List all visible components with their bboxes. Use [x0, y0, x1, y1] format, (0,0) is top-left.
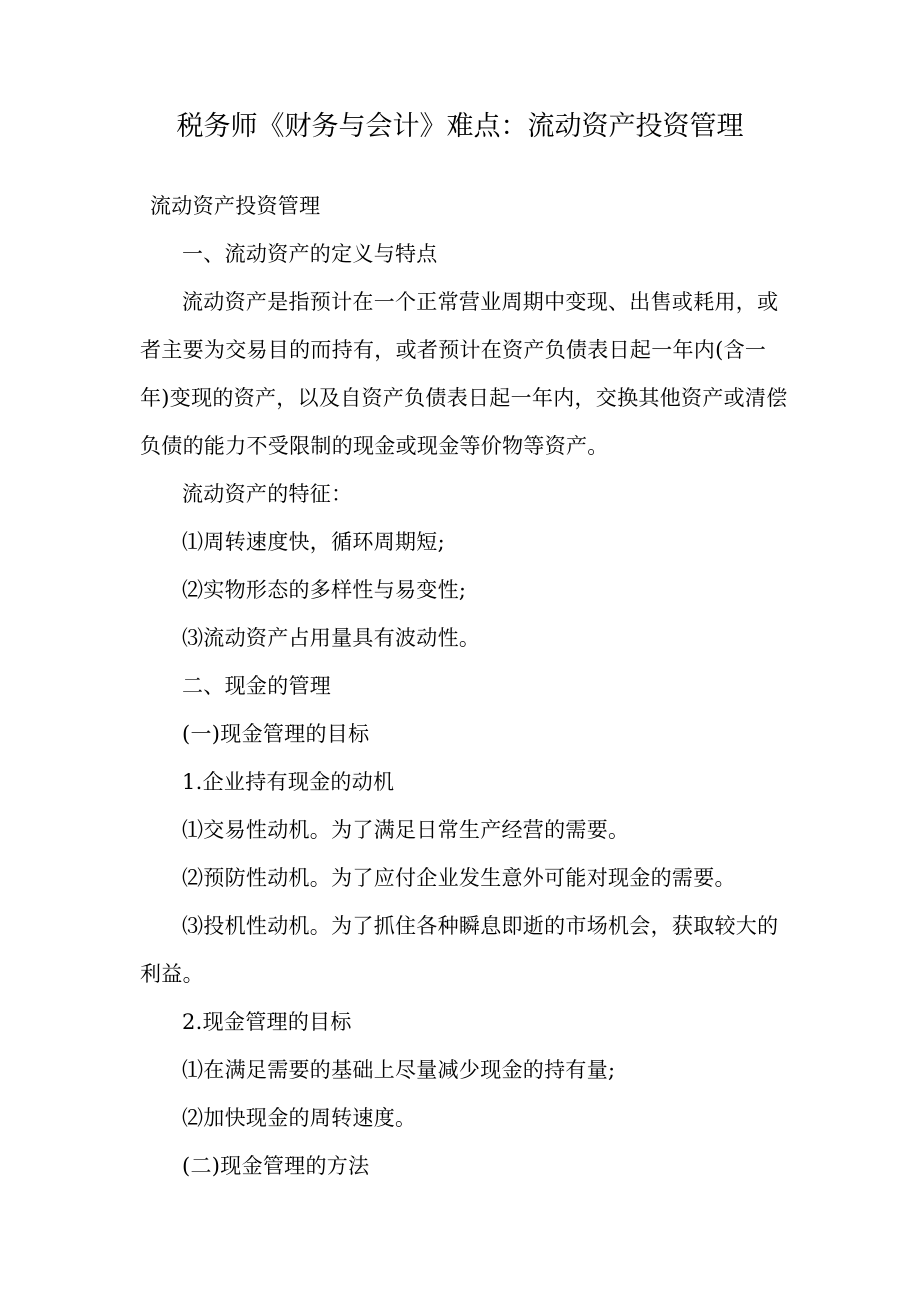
list-item: ⑵预防性动机。为了应付企业发生意外可能对现金的需要。 [182, 866, 736, 890]
heading-paragraph: (二)现金管理的方法 [182, 1154, 370, 1178]
heading-paragraph: 一、流动资产的定义与特点 [182, 242, 438, 266]
list-item: ⑴在满足需要的基础上尽量减少现金的持有量; [182, 1058, 616, 1082]
document-body [140, 182, 790, 1190]
heading-paragraph: 二、现金的管理 [182, 674, 332, 698]
body-paragraph: 流动资产是指预计在一个正常营业周期中变现、出售或耗用，或者主要为交易目的而持有，或者预计在资产负债表日起一年内(含一年)变现的资产，以及自资产负债表日起一年内，交换其他资产或清偿负债的能力不受限制的现金或现金等价物等资产。 [140, 290, 788, 458]
list-item: ⑶投机性动机。为了抓住各种瞬息即逝的市场机会，获取较大的利益。 [140, 914, 779, 986]
body-paragraph: 流动资产的特征： [182, 482, 353, 506]
list-item: ⑶流动资产占用量具有波动性。 [182, 626, 481, 650]
list-item: ⑵实物形态的多样性与易变性; [182, 578, 467, 602]
list-item: ⑴周转速度快，循环周期短; [182, 530, 445, 554]
list-item: ⑵加快现金的周转速度。 [182, 1106, 417, 1130]
heading-paragraph: 2.现金管理的目标 [182, 1010, 352, 1034]
list-item: ⑴交易性动机。为了满足日常生产经营的需要。 [182, 818, 630, 842]
section-heading: 流动资产投资管理 [150, 194, 321, 218]
document-title: 税务师《财务与会计》难点：流动资产投资管理 [176, 111, 744, 142]
heading-paragraph: 1.企业持有现金的动机 [182, 770, 395, 794]
heading-paragraph: (一)现金管理的目标 [182, 722, 370, 746]
